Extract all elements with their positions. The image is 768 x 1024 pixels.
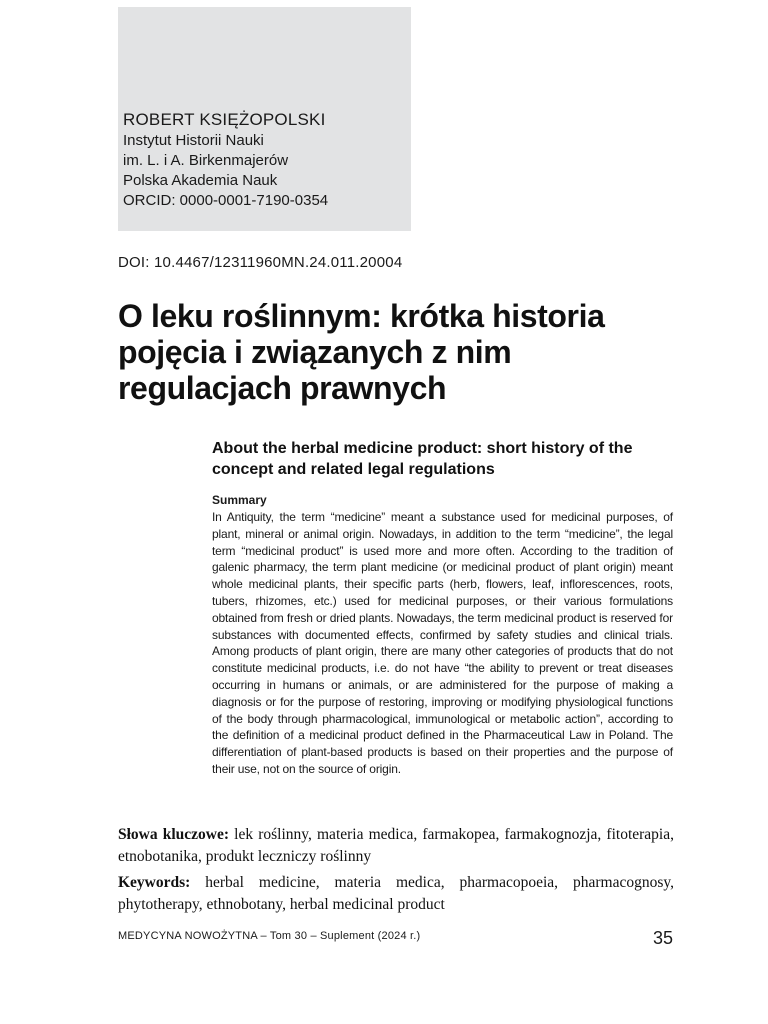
summary-text: In Antiquity, the term “medicine” meant a substance used for medicinal purposes, of plant, mineral or animal origin. Nowadays, in addition to the term “medicine”, the legal term “medicinal product” is used more and more often. According to the tradition of galenic pharmacy, the term plant medicine (or medicinal product of plant origin) meant whole medicinal plants, their specific parts (herb, flowers, leaf, inflorescences, roots, tubers, rhizomes, etc.) used for medicinal purposes, or their various formulations obtained from fresh or dried plants. Nowadays, the term medicinal product is reserved for substances with documented effects, confirmed by safety studies and clinical trials. Among products of plant origin, there are many other categories of products that do not constitute medicinal products, i.e. do not have “the ability to prevent or treat diseases occurring in humans or animals, or are administered for the purpose of making a diagnosis or for the purpose of restoring, improving or modifying physiological functions of the body through pharmacological, immunological or metabolic action”, according to the definition of a medicinal product defined in the Pharmaceutical Law in Poland. The differentiation of plant-based products is based on their properties and the purpose of their use, not on the source of origin.: [212, 510, 673, 776]
keywords-polish: [118, 824, 674, 868]
affiliation-dedication: im. L. i A. Birkenmajerów: [123, 152, 289, 169]
keywords-english-text: herbal medicine, materia medica, pharmacopoeia, pharmacognosy, phytotherapy, ethnobotany, herbal medicinal product: [118, 874, 675, 913]
keywords-polish-label: Słowa kluczowe:: [118, 826, 230, 843]
article-title: O leku roślinnym: krótka historia pojęcia i związanych z nim regulacjach prawnych: [118, 298, 605, 406]
keywords-english-label: Keywords:: [118, 874, 191, 891]
doi[interactable]: DOI: 10.4467/12311960MN.24.011.20004: [118, 254, 403, 271]
author-name: ROBERT KSIĘŻOPOLSKI: [123, 110, 326, 129]
author-box: [118, 7, 411, 231]
orcid[interactable]: ORCID: 0000-0001-7190-0354: [123, 192, 329, 209]
affiliation-academy: Polska Akademia Nauk: [123, 172, 278, 189]
english-title: About the herbal medicine product: short history of the concept and related legal regulations: [212, 440, 633, 478]
page-number: 35: [652, 928, 673, 948]
summary-heading: Summary: [212, 493, 267, 507]
journal-footer: MEDYCYNA NOWOŻYTNA – Tom 30 – Suplement (2024 r.): [118, 930, 421, 942]
affiliation-institute: Instytut Historii Nauki: [123, 132, 264, 149]
keywords-polish-text: lek roślinny, materia medica, farmakopea, farmakognozja, fitoterapia, etnobotanika, produkt leczniczy roślinny: [118, 826, 674, 865]
keywords-english: [118, 872, 674, 916]
